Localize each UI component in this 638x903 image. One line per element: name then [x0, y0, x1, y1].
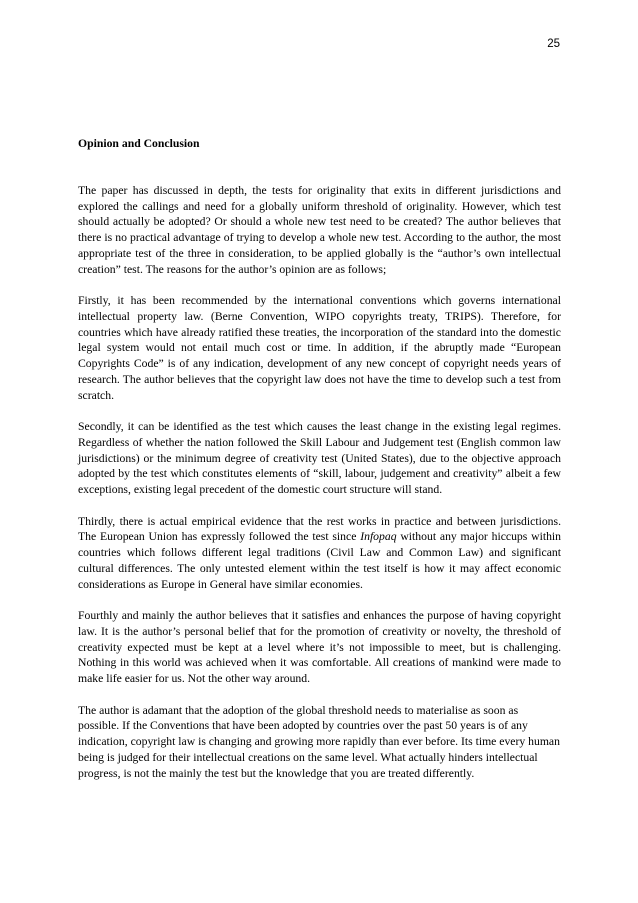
paragraph-thirdly-part-2: without any major hiccups within countries which follows different legal traditions (Civil Law and Common Law) and significant cultural differences. The only untested element within the test itself is how it may affect economic considerations as Europe in General have similar economies. [78, 530, 562, 591]
paragraph-thirdly [78, 514, 561, 593]
paragraph-introduction: The paper has discussed in depth, the tests for originality that exits in different jurisdictions and explored the callings and need for a globally uniform threshold of originality. However, which test should actually be adopted? Or should a whole new test need to be created? The author believes that there is no practical advantage of trying to develop a whole new test. According to the author, the most appropriate test of the three in consideration, to be applied globally is the “author’s own intellectual creation” test. The reasons for the author’s opinion are as follows; [78, 183, 561, 276]
paragraph-firstly: Firstly, it has been recommended by the international conventions which governs international intellectual property law. (Berne Convention, WIPO copyrights treaty, TRIPS). Therefore, for countries which have already ratified these treaties, the incorporation of the standard into the domestic legal system would not entail much cost or time. In addition, if the abruptly made “European Copyrights Code” is of any indication, development of any new concept of copyright needs years of research. The author believes that the copyright law does not have the time to develop such a test from scratch. [78, 294, 561, 402]
paragraph-conclusion: The author is adamant that the adoption of the global threshold needs to materialise as soon as possible. If the Conventions that have been adopted by countries over the past 50 years is of any indication, copyright law is changing and growing more rapidly than ever before. Its time every human being is judged for their intellectual creations on the same level. What actually hinders intellectual progress, is not the mainly the test but the knowledge that you are treated differently. [78, 703, 560, 780]
paragraph-secondly: Secondly, it can be identified as the test which causes the least change in the existing legal regimes. Regardless of whether the nation followed the Skill Labour and Judgement test (English common law jurisdictions) or the minimum degree of creativity test (United States), due to the objective approach adopted by the test which constitutes elements of “skill, labour, judgement and creativity” albeit a few exceptions, existing legal precedent of the domestic court structure will stand. [78, 420, 561, 496]
document-body [78, 136, 561, 797]
paragraph-fourthly: Fourthly and mainly the author believes that it satisfies and enhances the purpose of having copyright law. It is the author’s personal belief that for the promotion of creativity or novelty, the threshold of creativity expected must be kept at a level where it’s not impossible to meet, but is challenging. Nothing in this world was achieved when it was comfortable. All creations of mankind were made to make life easier for us. Not the other way around. [78, 609, 561, 685]
case-name-infopaq: Infopaq [360, 530, 397, 544]
section-heading: Opinion and Conclusion [78, 137, 200, 150]
paragraph-thirdly-part-1: Thirdly, there is actual empirical evidence that the rest works in practice and between jurisdictions. The European Union has expressly followed the test since [78, 514, 561, 544]
page-number: 25 [547, 38, 560, 50]
